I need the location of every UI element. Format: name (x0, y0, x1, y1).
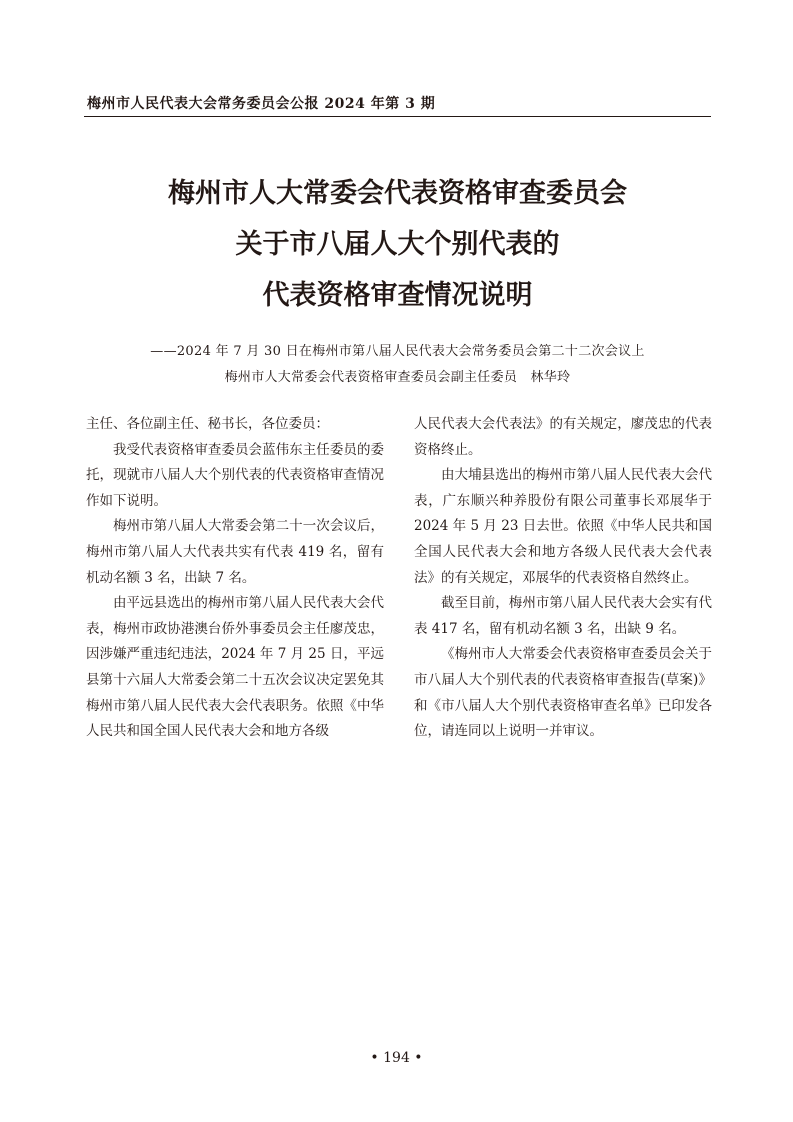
byline-occasion: ——2024 年 7 月 30 日在梅州市第八届人民代表大会常务委员会第二十二次会议上 (150, 344, 645, 359)
paragraph: 《梅州市人大常委会代表资格审查委员会关于市八届人大个别代表的代表资格审查报告(草案)》和《市八届人大个别代表资格审查名单》已印发各位，请连同以上说明一并审议。 (414, 646, 712, 740)
title-line-1: 梅州市人大常委会代表资格审查委员会 (168, 178, 627, 209)
page-number: • 194 • (370, 1050, 423, 1066)
paragraph: 我受代表资格审查委员会蓝伟东主任委员的委托，现就市八届人大个别代表的代表资格审查情况作如下说明。 (86, 441, 384, 509)
header-rule (84, 116, 711, 117)
paragraph: 截至目前，梅州市第八届人民代表大会实有代表 417 名，留有机动名额 3 名，出缺 9 名。 (414, 595, 712, 637)
salutation: 主任、各位副主任、秘书长，各位委员： (86, 416, 329, 432)
byline-speaker: 梅州市人大常委会代表资格审查委员会副主任委员 林华玲 (224, 370, 571, 385)
body-column-left (86, 412, 384, 745)
paragraph: 由平远县选出的梅州市第八届人民代表大会代表，梅州市政协港澳台侨外事委员会主任廖茂忠，因涉嫌严重违纪违法，2024 年 7 月 25 日，平远县第十六届人大常委会第二十五次会议决定罢免其梅州市第八届人民代表大会代表职务。依照《中华人民共和国全国人民代表大会和地方各级 (86, 595, 384, 740)
paragraph-continued: 人民代表大会代表法》的有关规定，廖茂忠的代表资格终止。 (414, 416, 712, 458)
document-title (84, 168, 711, 321)
title-line-3: 代表资格审查情况说明 (262, 280, 533, 311)
running-head: 梅州市人民代表大会常务委员会公报 2024 年第 3 期 (87, 96, 436, 112)
paragraph: 梅州市第八届人大常委会第二十一次会议后，梅州市第八届人大代表共实有代表 419 名，留有机动名额 3 名，出缺 7 名。 (86, 518, 384, 586)
body-column-right (414, 412, 712, 745)
title-line-2: 关于市八届人大个别代表的 (235, 229, 560, 260)
paragraph: 由大埔县选出的梅州市第八届人民代表大会代表，广东顺兴种养股份有限公司董事长邓展华于 2024 年 5 月 23 日去世。依照《中华人民共和国全国人民代表大会和地方各级人民代表大会代表法》的有关规定，邓展华的代表资格自然终止。 (414, 467, 712, 586)
